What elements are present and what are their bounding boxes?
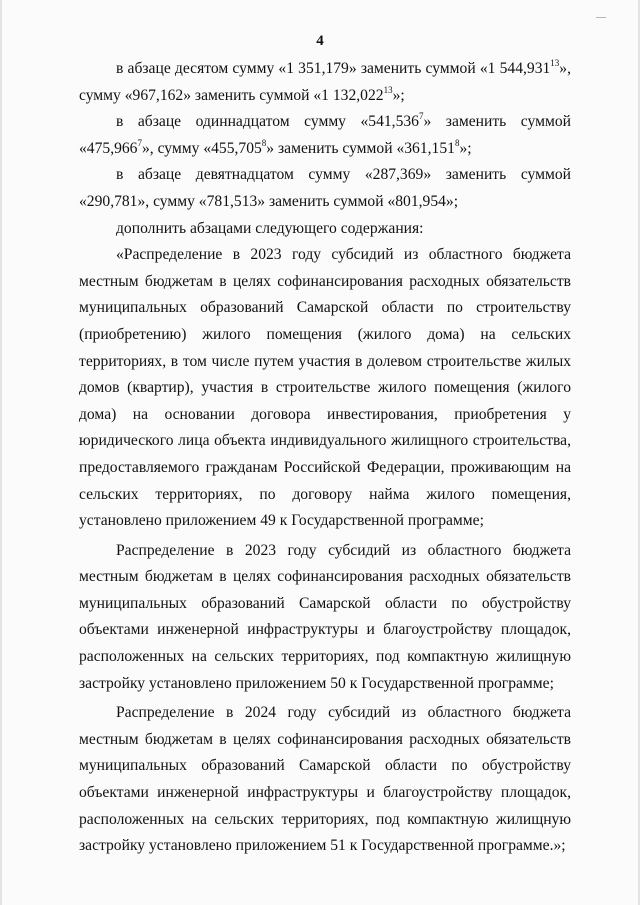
paragraph-text: Распределение в 2024 году субсидий из областного бюджета местным бюджетам в целях софинансирования расходных обязательств муниципальных образований Самарской области по обустройству объектами инженерной инфраструктуры и благоустройству площадок, расположенных на сельских территориях, под компактную жилищную застройку установлено приложением 51 к Государственной программе.»;	[79, 704, 571, 855]
scan-left-edge	[0, 0, 2, 905]
paragraph-text: »;	[392, 86, 405, 104]
footnote-marker: 8	[261, 137, 267, 148]
paragraph-text: » заменить суммой «361,151	[266, 139, 455, 157]
scan-corner-mark: —	[596, 12, 606, 23]
footnote-marker: 8	[454, 137, 460, 148]
paragraph-text: в абзаце девятнадцатом сумму «287,369» заменить суммой «290,781», сумму «781,513» заменить суммой «801,954»;	[79, 166, 571, 210]
page-number: 4	[316, 33, 324, 49]
paragraph-text: «Распределение в 2023 году субсидий из областного бюджета местным бюджетам в целях софинансирования расходных обязательств муниципальных образований Самарской области по строительству (приобретению) жилого помещения (жилого дома) на сельских территориях, в том числе путем участия в долевом строительстве жилых домов (квартир), участия в строительстве жилого помещения (жилого дома) на основании договора инвестирования, приобретения у юридического лица объекта индивидуального жилищного строительства, предоставляемого гражданам Российской Федерации, проживающим на сельских территориях, по договору найма жилого помещения, установлено приложением 49 к Государственной программе;	[79, 246, 571, 530]
paragraph	[79, 56, 571, 109]
footnote-marker: 7	[137, 137, 142, 148]
paragraph-text: дополнить абзацами следующего содержания:	[116, 219, 424, 237]
paragraph-text: », сумму «967,162» заменить суммой «1 132,022	[79, 60, 571, 104]
paragraph-text: Распределение в 2023 году субсидий из областного бюджета местным бюджетам в целях софинансирования расходных обязательств муниципальных образований Самарской области по обустройству объектами инженерной инфраструктуры и благоустройству площадок, расположенных на сельских территориях, под компактную жилищную застройку установлено приложением 50 к Государственной программе;	[79, 541, 571, 692]
paragraph	[79, 242, 571, 535]
paragraph-text: в абзаце десятом сумму «1 351,179» заменить суммой «1 544,931	[116, 60, 551, 77]
paragraph	[79, 700, 571, 860]
footnote-marker: 13	[383, 84, 393, 95]
paragraph	[79, 538, 571, 698]
paragraph-text: в абзаце одиннадцатом сумму «541,536	[116, 113, 419, 131]
footnote-marker: 7	[418, 111, 424, 122]
paragraph	[79, 216, 571, 243]
paragraph	[79, 109, 571, 162]
document-body	[79, 56, 571, 860]
paragraph	[79, 162, 571, 215]
footnote-marker: 13	[550, 58, 560, 68]
paragraph-text: » заменить суммой «475,966	[79, 113, 571, 157]
paragraph-text: »;	[459, 139, 472, 157]
paragraph-text: », сумму «455,705	[141, 139, 262, 157]
